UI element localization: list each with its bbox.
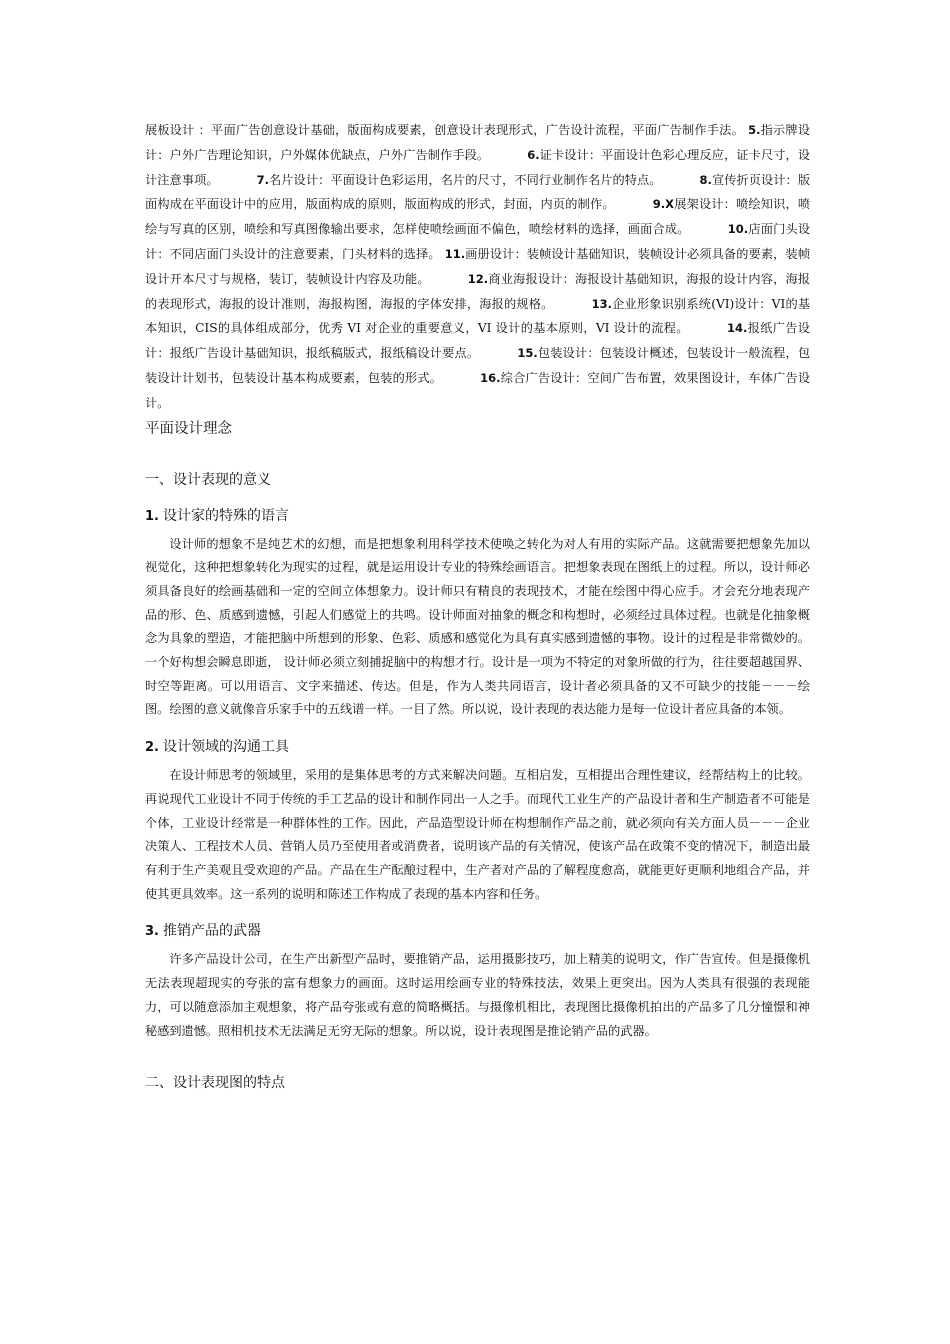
list-item: 15.包装设计：包装设计概述，包装设计一般流程，包装设计计划书，包装设计基本构成要素，包装的形式。 — [145, 346, 811, 385]
item-number: 7. — [256, 172, 269, 187]
item-number: 9.X — [652, 197, 675, 212]
list-item: 展板设计 ：平面广告创意设计基础，版面构成要素，创意设计表现形式，广告设计流程，平面广告制作手法。 — [145, 123, 744, 137]
list-item: 7.名片设计：平面设计色彩运用，名片的尺寸，不同行业制作名片的特点。 — [256, 172, 662, 187]
list-item: 16.综合广告设计：空间广告布置，效果图设计，车体广告设计。 — [145, 370, 811, 410]
list-item: 10.店面门头设计：不同店面门头设计的注意要素，门头材料的选择。 — [145, 222, 811, 261]
item-number: 8. — [699, 172, 712, 187]
list-item: 5.指示牌设计：户外广告理论知识，户外媒体优缺点，户外广告制作手段。 — [145, 123, 811, 162]
section-heading: 一、设计表现的意义 — [145, 471, 271, 488]
body-paragraph: 设计师的想象不是纯艺术的幻想，而是把想象利用科学技术使唤之转化为对人有用的实际产品。这就需要把想象先加以视觉化，这种把想象转化为现实的过程，就是运用设计专业的特殊绘画语言。把想象表现在图纸上的过程。所以，设计师必须具备良好的绘画基础和一定的空间立体想象力。设计师只有精良的表现技术，才能在绘图中得心应手。才会充分地表现产品的形、色、质感到遗憾，引起人们感觉上的共鸣。设计师面对抽象的概念和构想时，必须经过具体过程。也就是化抽象概念为具象的塑造，才能把脑中所想到的形象、色彩、质感和感觉化为具有真实感到遗憾的事物。设计的过程是非常微妙的。一个好构想会瞬息即逝， 设计师必须立刻捕捉脑中的构想才行。设计是一项为不特定的对象所做的行为，往往要超越国界、时空等距离。可以用语言、文字来描述、传达。但是，作为人类共同语言，设计者必须具备的又不可缺少的技能－－－绘图。绘图的意义就像音乐家手中的五线谱一样。一目了然。所以说，设计表现的表达能力是每一位设计者应具备的本领。 — [145, 536, 810, 717]
item-number: 14. — [727, 321, 748, 336]
item-number: 13. — [591, 296, 612, 311]
item-number: 15. — [517, 346, 538, 361]
item-number: 11. — [444, 246, 466, 261]
list-item: 6.证卡设计：平面设计色彩心理反应，证卡尺寸，设计注意事项。 — [145, 147, 811, 187]
list-item: 14.报纸广告设计：报纸广告设计基础知识，报纸稿版式，报纸稿设计要点。 — [145, 321, 810, 361]
list-item: 8.宣传折页设计：版面构成在平面设计中的应用，版面构成的原则，版面构成的形式，封面，内页的制作。 — [145, 172, 811, 212]
subsection-number: 1. — [145, 508, 159, 524]
subsection-title: 设计家的特殊的语言 — [162, 507, 289, 524]
item-number: 5. — [748, 123, 761, 137]
course-list — [145, 118, 810, 416]
subsection-number: 3. — [145, 924, 159, 940]
document-page — [145, 118, 810, 1094]
section-heading: 二、设计表现图的特点 — [145, 1075, 285, 1092]
subsection-heading — [145, 506, 810, 527]
list-item: 9.X展架设计：喷绘知识，喷绘与写真的区别，喷绘和写真图像输出要求，怎样使喷绘画面不偏色，喷绘材料的选择，画面合成。 — [145, 197, 811, 237]
list-item: 12.商业海报设计：海报设计基础知识，海报的设计内容，海报的表现形式，海报的设计准则，海报构图，海报的字体安排，海报的规格。 — [145, 271, 811, 311]
subsection-heading — [145, 737, 810, 758]
subsection-title: 推销产品的武器 — [162, 923, 261, 940]
body-paragraph: 许多产品设计公司，在生产出新型产品时，要推销产品，运用摄影技巧，加上精美的说明文，作广告宣传。但是摄像机无法表现超现实的夸张的富有想象力的画面。这时运用绘画专业的特殊技法，效果上更突出。因为人类具有很强的表现能力，可以随意添加主观想象，将产品夸张或有意的简略概括。与摄像机相比，表现图比摄像机拍出的产品多了几分憧憬和神秘感到遗憾。照相机技术无法满足无穷无际的想象。所以说，设计表现图是推论销产品的武器。 — [145, 952, 810, 1038]
document-title: 平面设计理念 — [145, 420, 232, 437]
item-number: 10. — [727, 222, 749, 237]
body-paragraph: 在设计师思考的领域里，采用的是集体思考的方式来解决问题。互相启发，互相提出合理性建议，经帮结构上的比较。再说现代工业设计不同于传统的手工艺品的设计和制作同出一人之手。而现代工业生产的产品设计者和生产制造者不可能是个体，工业设计经常是一种群体性的工作。因此，产品造型设计师在构想制作产品之前，就必须向有关方面人员－－－企业决策人、工程技术人员、营销人员乃至使用者或消费者，说明该产品的有关情况，使该产品在政策不变的情况下，制造出最有利于生产美观且受欢迎的产品。产品在生产酝酿过程中，生产者对产品的了解程度愈高，就能更好更顺利地组合产品，并使其更具效率。这一系列的说明和陈述工作构成了表现的基本内容和任务。 — [145, 768, 810, 901]
subsection-heading — [145, 921, 810, 942]
list-item: 11.画册设计：装帧设计基础知识，装帧设计必须具备的要素，装帧设计开本尺寸与规格，装订，装帧设计内容及功能。 — [145, 246, 811, 286]
item-number: 16. — [480, 370, 501, 385]
subsection-number: 2. — [145, 740, 159, 756]
item-number: 6. — [527, 147, 540, 162]
item-number: 12. — [467, 271, 489, 286]
list-item: 13.企业形象识别系统(VI)设计：VI的基本知识，CIS的具体组成部分，优秀 VI 对企业的重要意义，VI 设计的基本原则，VI 设计的流程。 — [145, 296, 811, 336]
subsection-title: 设计领域的沟通工具 — [162, 739, 289, 756]
